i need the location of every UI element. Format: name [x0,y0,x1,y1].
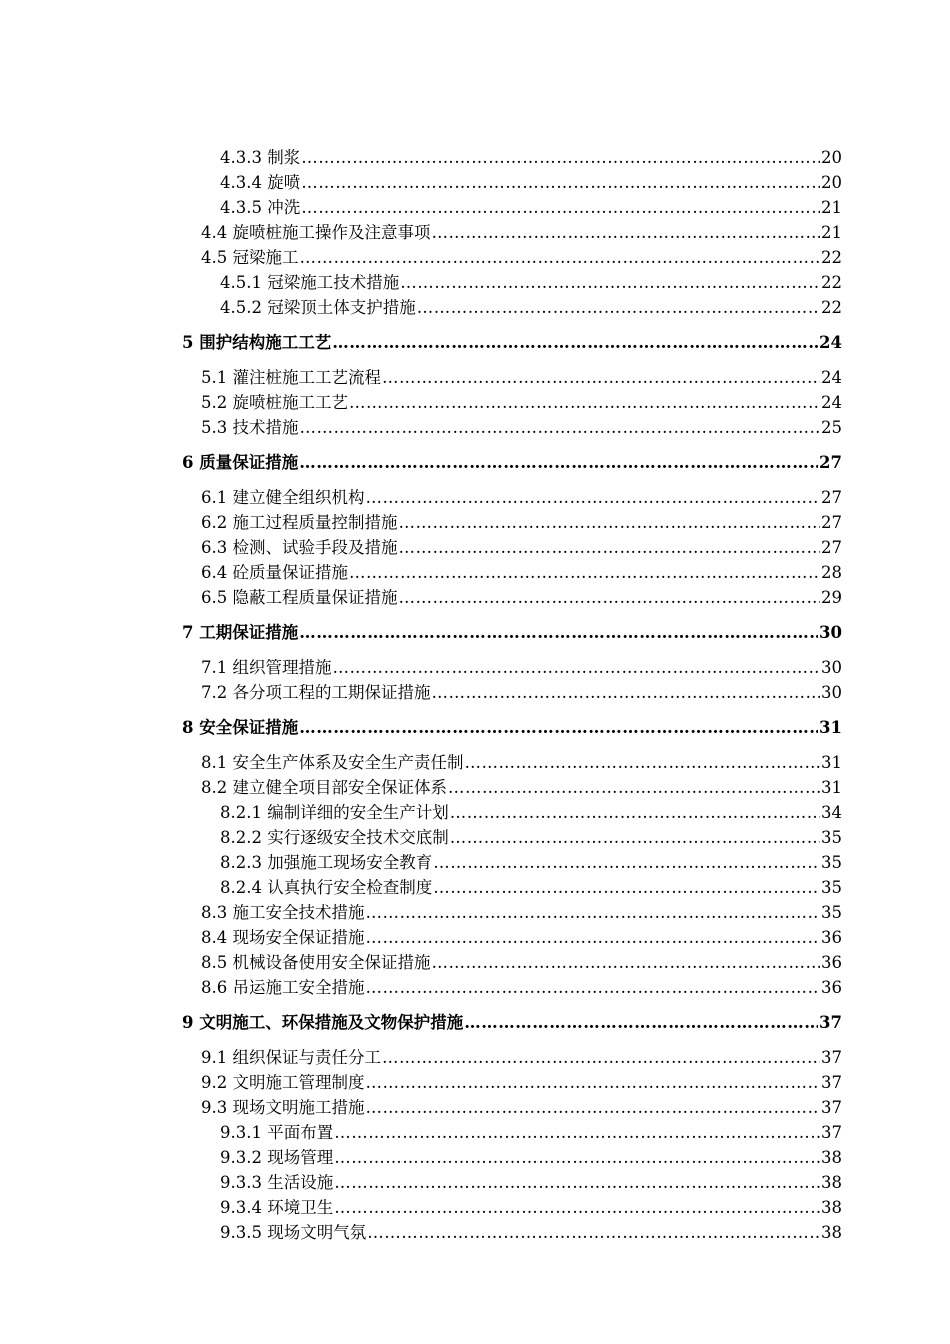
toc-entry[interactable] [0,365,950,390]
toc-entry[interactable] [0,1195,950,1220]
toc-entry-title: 9.3.5 现场文明气氛 [220,1223,367,1242]
toc-entry-page-number: 20 [821,173,842,192]
dot-leader [432,950,821,975]
dot-leader [433,875,820,900]
toc-entry-page-number: 22 [821,298,842,317]
toc-entry-page-number: 34 [821,803,842,822]
dot-leader [432,680,821,705]
toc-entry-title: 4.5.2 冠梁顶土体支护措施 [220,298,416,317]
toc-entry-page-number: 27 [819,453,842,472]
toc-entry[interactable] [0,620,950,645]
toc-entry-page-number: 25 [821,418,842,437]
dot-leader [366,975,821,1000]
table-of-contents [0,145,950,1245]
dot-leader [349,560,820,585]
toc-entry[interactable] [0,875,950,900]
toc-entry-title: 4.4 旋喷桩施工操作及注意事项 [201,223,431,242]
toc-entry-title: 4.5 冠梁施工 [201,248,299,267]
toc-entry-page-number: 24 [819,333,842,352]
toc-entry-title: 6.3 检测、试验手段及措施 [201,538,398,557]
dot-leader [448,775,820,800]
toc-entry[interactable] [0,270,950,295]
toc-entry-title: 5.3 技术措施 [201,418,299,437]
toc-entry-page-number: 30 [821,683,842,702]
toc-entry-page-number: 30 [821,658,842,677]
toc-entry[interactable] [0,800,950,825]
toc-entry[interactable] [0,145,950,170]
toc-entry-page-number: 22 [821,273,842,292]
dot-leader [450,825,820,850]
toc-entry-title: 8.5 机械设备使用安全保证措施 [201,953,431,972]
dot-leader [432,220,821,245]
toc-entry-title: 9.3.3 生活设施 [220,1173,334,1192]
toc-entry[interactable] [0,825,950,850]
toc-entry[interactable] [0,195,950,220]
toc-entry[interactable] [0,1145,950,1170]
dot-leader [465,750,821,775]
toc-entry[interactable] [0,1120,950,1145]
dot-leader [382,365,820,390]
dot-leader [417,295,820,320]
toc-entry[interactable] [0,750,950,775]
toc-entry-title: 4.5.1 冠梁施工技术措施 [220,273,400,292]
toc-entry-page-number: 37 [821,1098,842,1117]
toc-entry-title: 5.2 旋喷桩施工工艺 [201,393,348,412]
toc-entry-page-number: 20 [821,148,842,167]
dot-leader [367,1220,820,1245]
toc-entry-title: 9.3 现场文明施工措施 [201,1098,365,1117]
dot-leader [366,1070,821,1095]
dot-leader [450,800,820,825]
dot-leader [299,715,818,740]
dot-leader [299,450,818,475]
toc-entry[interactable] [0,450,950,475]
dot-leader [301,195,820,220]
toc-entry-page-number: 21 [821,223,842,242]
dot-leader [334,1195,820,1220]
toc-entry-page-number: 28 [821,563,842,582]
dot-leader [349,390,820,415]
dot-leader [299,620,818,645]
toc-entry-page-number: 38 [821,1173,842,1192]
toc-entry-title: 6.1 建立健全组织机构 [201,488,365,507]
toc-entry[interactable] [0,220,950,245]
toc-entry-page-number: 37 [821,1048,842,1067]
toc-entry-title: 8.1 安全生产体系及安全生产责任制 [201,753,464,772]
toc-entry-page-number: 37 [821,1073,842,1092]
toc-entry[interactable] [0,485,950,510]
dot-leader [464,1010,818,1035]
toc-entry-page-number: 35 [821,903,842,922]
toc-entry-page-number: 31 [819,718,842,737]
toc-entry-title: 8.3 施工安全技术措施 [201,903,365,922]
dot-leader [366,485,821,510]
toc-entry[interactable] [0,900,950,925]
toc-entry-page-number: 31 [821,778,842,797]
toc-entry-page-number: 36 [821,953,842,972]
toc-entry[interactable] [0,510,950,535]
toc-entry[interactable] [0,415,950,440]
dot-leader [366,900,821,925]
toc-entry[interactable] [0,925,950,950]
toc-entry-title: 8.2.4 认真执行安全检查制度 [220,878,433,897]
toc-entry[interactable] [0,1220,950,1245]
dot-leader [366,1095,821,1120]
toc-entry-page-number: 30 [819,623,842,642]
toc-entry[interactable] [0,1070,950,1095]
toc-entry[interactable] [0,850,950,875]
toc-entry-page-number: 31 [821,753,842,772]
toc-entry-title: 5 围护结构施工工艺 [182,333,332,352]
toc-entry-page-number: 38 [821,1148,842,1167]
toc-entry[interactable] [0,655,950,680]
toc-entry[interactable] [0,330,950,355]
toc-entry[interactable] [0,170,950,195]
toc-entry-title: 6 质量保证措施 [182,453,299,472]
toc-entry-title: 4.3.4 旋喷 [220,173,301,192]
dot-leader [334,1145,820,1170]
dot-leader [332,330,818,355]
toc-entry-page-number: 27 [821,488,842,507]
toc-entry-page-number: 35 [821,878,842,897]
toc-entry-page-number: 36 [821,928,842,947]
toc-entry[interactable] [0,560,950,585]
toc-entry-page-number: 24 [821,393,842,412]
toc-entry-title: 6.4 砼质量保证措施 [201,563,348,582]
toc-entry-page-number: 24 [821,368,842,387]
toc-entry-page-number: 36 [821,978,842,997]
toc-entry-title: 8.2 建立健全项目部安全保证体系 [201,778,447,797]
toc-entry[interactable] [0,1045,950,1070]
toc-entry-title: 8 安全保证措施 [182,718,299,737]
toc-entry[interactable] [0,1095,950,1120]
toc-entry-page-number: 38 [821,1198,842,1217]
dot-leader [399,585,821,610]
toc-entry-title: 7 工期保证措施 [182,623,299,642]
toc-entry[interactable] [0,975,950,1000]
toc-entry[interactable] [0,715,950,740]
toc-entry-page-number: 38 [821,1223,842,1242]
toc-entry[interactable] [0,585,950,610]
dot-leader [399,535,821,560]
toc-entry-page-number: 27 [821,513,842,532]
toc-entry-page-number: 27 [821,538,842,557]
dot-leader [400,270,820,295]
toc-entry[interactable] [0,950,950,975]
dot-leader [334,1170,820,1195]
dot-leader [334,1120,820,1145]
toc-entry-page-number: 21 [821,198,842,217]
toc-entry[interactable] [0,535,950,560]
toc-entry-title: 8.2.1 编制详细的安全生产计划 [220,803,449,822]
toc-entry-title: 9 文明施工、环保措施及文物保护措施 [182,1013,464,1032]
toc-entry[interactable] [0,390,950,415]
toc-entry[interactable] [0,295,950,320]
toc-entry-title: 9.2 文明施工管理制度 [201,1073,365,1092]
dot-leader [333,655,821,680]
toc-entry-title: 9.3.4 环境卫生 [220,1198,334,1217]
toc-entry-page-number: 37 [821,1123,842,1142]
dot-leader [301,145,820,170]
dot-leader [301,170,820,195]
toc-entry-title: 9.3.1 平面布置 [220,1123,334,1142]
toc-entry-page-number: 22 [821,248,842,267]
toc-entry-title: 8.6 吊运施工安全措施 [201,978,365,997]
dot-leader [300,245,821,270]
toc-entry-title: 8.2.2 实行逐级安全技术交底制 [220,828,449,847]
toc-entry-title: 4.3.3 制浆 [220,148,301,167]
toc-entry-page-number: 37 [819,1013,842,1032]
toc-entry-title: 9.3.2 现场管理 [220,1148,334,1167]
dot-leader [399,510,821,535]
toc-entry-title: 7.2 各分项工程的工期保证措施 [201,683,431,702]
dot-leader [382,1045,820,1070]
toc-entry-title: 6.2 施工过程质量控制措施 [201,513,398,532]
toc-entry-title: 8.4 现场安全保证措施 [201,928,365,947]
toc-entry-title: 5.1 灌注桩施工工艺流程 [201,368,381,387]
toc-entry-title: 4.3.5 冲洗 [220,198,301,217]
dot-leader [366,925,821,950]
toc-entry-title: 6.5 隐蔽工程质量保证措施 [201,588,398,607]
toc-entry[interactable] [0,775,950,800]
toc-entry[interactable] [0,1010,950,1035]
toc-entry-page-number: 29 [821,588,842,607]
dot-leader [433,850,820,875]
toc-entry-title: 7.1 组织管理措施 [201,658,332,677]
toc-entry[interactable] [0,1170,950,1195]
toc-entry[interactable] [0,245,950,270]
toc-entry[interactable] [0,680,950,705]
toc-entry-title: 8.2.3 加强施工现场安全教育 [220,853,433,872]
toc-entry-page-number: 35 [821,828,842,847]
dot-leader [300,415,821,440]
toc-entry-page-number: 35 [821,853,842,872]
toc-entry-title: 9.1 组织保证与责任分工 [201,1048,381,1067]
